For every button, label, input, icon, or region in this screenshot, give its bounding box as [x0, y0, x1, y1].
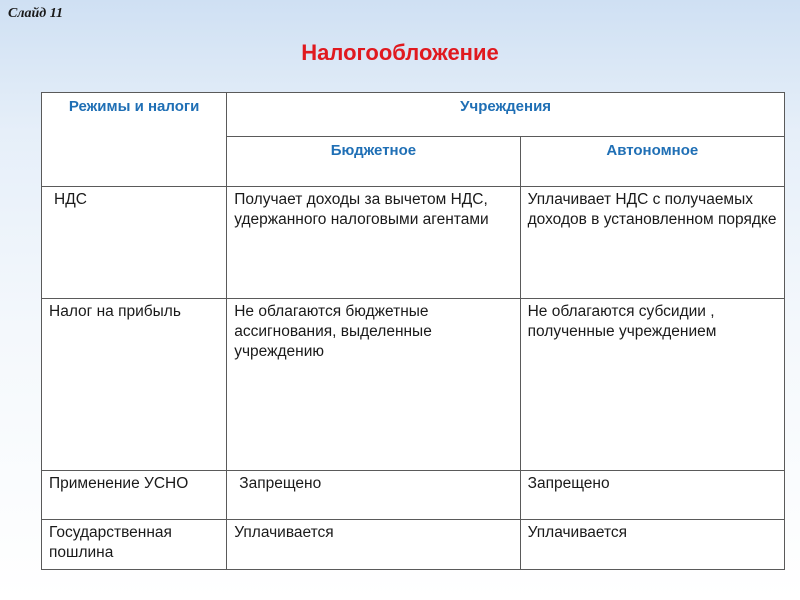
taxation-table [41, 92, 785, 570]
table-row [42, 299, 785, 471]
header-budget-institution: Бюджетное [227, 137, 520, 187]
row-budget-value: Уплачивается [227, 520, 520, 570]
row-tax-name: Налог на прибыль [42, 299, 227, 471]
table-row [42, 520, 785, 570]
row-budget-value: Запрещено [227, 471, 520, 520]
row-autonomous-value: Уплачивает НДС с получаемых доходов в установленном порядке [520, 187, 784, 299]
row-budget-value: Не облагаются бюджетные ассигнования, выделенные учреждению [227, 299, 520, 471]
slide-number-label: Слайд 11 [8, 6, 63, 21]
header-autonomous-institution: Автономное [520, 137, 784, 187]
row-tax-name: Государственная пошлина [42, 520, 227, 570]
row-tax-name: Применение УСНО [42, 471, 227, 520]
header-institutions: Учреждения [227, 93, 785, 137]
table-header-row [42, 93, 785, 137]
row-autonomous-value: Не облагаются субсидии , полученные учреждением [520, 299, 784, 471]
header-regimes-and-taxes: Режимы и налоги [42, 93, 227, 187]
row-budget-value: Получает доходы за вычетом НДС, удержанного налоговыми агентами [227, 187, 520, 299]
row-tax-name: НДС [42, 187, 227, 299]
table-row [42, 471, 785, 520]
table-row [42, 187, 785, 299]
row-autonomous-value: Уплачивается [520, 520, 784, 570]
row-autonomous-value: Запрещено [520, 471, 784, 520]
slide-title: Налогообложение [301, 40, 499, 65]
